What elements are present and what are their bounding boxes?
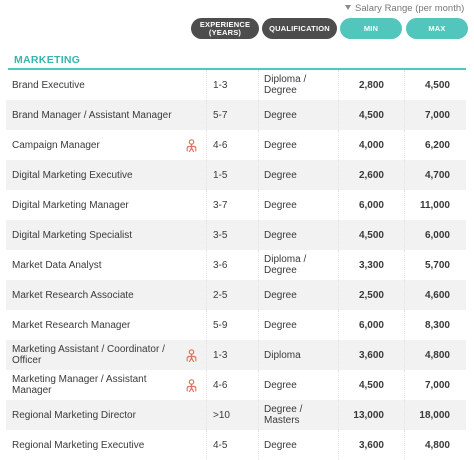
role-name: Marketing Assistant / Coordinator / Officer <box>12 344 165 366</box>
column-divider <box>206 400 207 430</box>
table-row <box>6 430 466 460</box>
triangle-down-icon <box>345 5 351 10</box>
column-divider <box>404 100 405 130</box>
experience-years: 5-7 <box>213 109 228 121</box>
icon-slot <box>184 310 198 340</box>
column-divider <box>338 100 339 130</box>
min-salary: 2,500 <box>358 289 384 301</box>
experience-header[interactable]: EXPERIENCE (YEARS) <box>191 18 259 39</box>
column-divider <box>258 400 259 430</box>
icon-slot <box>184 250 198 280</box>
table-row <box>6 220 466 250</box>
qualification: Diploma / Degree <box>264 254 307 276</box>
experience-years: >10 <box>213 409 230 421</box>
experience-years: 3-5 <box>213 229 228 241</box>
experience-years: 1-3 <box>213 79 228 91</box>
column-divider <box>206 100 207 130</box>
experience-years: 4-6 <box>213 139 228 151</box>
min-salary-header[interactable]: MIN <box>340 18 402 39</box>
column-divider <box>338 400 339 430</box>
column-divider <box>404 70 405 100</box>
column-divider <box>206 340 207 370</box>
qualification: Degree <box>264 319 297 331</box>
icon-slot <box>184 220 198 250</box>
table-row <box>6 400 466 430</box>
min-salary: 6,000 <box>358 319 384 331</box>
column-divider <box>338 190 339 220</box>
column-divider <box>404 340 405 370</box>
role-name: Digital Marketing Executive <box>12 169 133 181</box>
role-name: Market Data Analyst <box>12 259 102 271</box>
column-divider <box>258 340 259 370</box>
role-name: Brand Manager / Assistant Manager <box>12 109 172 121</box>
qualification: Degree <box>264 439 297 451</box>
column-divider <box>206 280 207 310</box>
person-icon <box>186 349 197 362</box>
column-divider <box>258 160 259 190</box>
column-divider <box>206 250 207 280</box>
min-salary: 4,500 <box>358 229 384 241</box>
column-divider <box>258 370 259 400</box>
max-salary: 5,700 <box>424 259 450 271</box>
experience-years: 4-5 <box>213 439 228 451</box>
icon-slot <box>184 400 198 430</box>
qualification: Degree <box>264 289 297 301</box>
salary-table <box>6 70 466 460</box>
qualification: Degree <box>264 379 297 391</box>
experience-years: 2-5 <box>213 289 228 301</box>
experience-years: 3-6 <box>213 259 228 271</box>
icon-slot <box>184 280 198 310</box>
experience-years: 5-9 <box>213 319 228 331</box>
max-salary: 7,000 <box>424 379 450 391</box>
column-divider <box>258 250 259 280</box>
column-divider <box>206 190 207 220</box>
role-name: Regional Marketing Director <box>12 409 136 421</box>
column-divider <box>404 370 405 400</box>
min-salary: 3,600 <box>358 439 384 451</box>
table-row <box>6 310 466 340</box>
column-divider <box>404 190 405 220</box>
qualification: Diploma <box>264 349 301 361</box>
icon-slot <box>184 430 198 460</box>
experience-years: 4-6 <box>213 379 228 391</box>
table-row <box>6 280 466 310</box>
max-salary-header[interactable]: MAX <box>406 18 468 39</box>
table-row <box>6 340 466 370</box>
role-name: Digital Marketing Manager <box>12 199 129 211</box>
column-divider <box>206 130 207 160</box>
column-divider <box>338 220 339 250</box>
max-salary: 6,000 <box>424 229 450 241</box>
role-name: Market Research Manager <box>12 319 131 331</box>
table-row <box>6 370 466 400</box>
icon-slot <box>184 190 198 220</box>
column-divider <box>404 430 405 460</box>
column-divider <box>258 220 259 250</box>
table-row <box>6 190 466 220</box>
column-divider <box>258 70 259 100</box>
min-salary: 4,000 <box>358 139 384 151</box>
qualification-header[interactable]: QUALIFICATION <box>262 18 337 39</box>
table-row <box>6 250 466 280</box>
max-salary: 4,500 <box>424 79 450 91</box>
column-divider <box>404 310 405 340</box>
icon-slot <box>184 70 198 100</box>
role-name: Campaign Manager <box>12 139 100 151</box>
max-salary: 4,800 <box>424 349 450 361</box>
column-divider <box>338 250 339 280</box>
experience-years: 1-5 <box>213 169 228 181</box>
salary-range-label: Salary Range (per month) <box>355 3 465 14</box>
min-salary: 4,500 <box>358 379 384 391</box>
min-salary: 3,600 <box>358 349 384 361</box>
min-salary: 6,000 <box>358 199 384 211</box>
role-name: Regional Marketing Executive <box>12 439 145 451</box>
column-divider <box>404 220 405 250</box>
role-name: Digital Marketing Specialist <box>12 229 133 241</box>
max-salary: 8,300 <box>424 319 450 331</box>
column-divider <box>404 130 405 160</box>
column-divider <box>404 250 405 280</box>
column-divider <box>206 310 207 340</box>
column-divider <box>338 280 339 310</box>
column-divider <box>206 430 207 460</box>
experience-years: 1-3 <box>213 349 228 361</box>
column-divider <box>258 130 259 160</box>
qualification: Diploma / Degree <box>264 74 307 96</box>
column-divider <box>338 160 339 190</box>
section-title: MARKETING <box>14 54 81 66</box>
column-divider <box>206 160 207 190</box>
max-salary: 18,000 <box>419 409 450 421</box>
role-name: Marketing Manager / Assistant Manager <box>12 374 147 396</box>
qualification: Degree <box>264 199 297 211</box>
salary-range-note <box>345 3 470 14</box>
column-divider <box>338 430 339 460</box>
column-divider <box>206 370 207 400</box>
qualification: Degree <box>264 109 297 121</box>
qualification: Degree / Masters <box>264 404 303 426</box>
icon-slot <box>184 100 198 130</box>
table-row <box>6 130 466 160</box>
icon-slot <box>184 160 198 190</box>
table-row <box>6 100 466 130</box>
column-divider <box>258 190 259 220</box>
experience-years: 3-7 <box>213 199 228 211</box>
column-divider <box>338 130 339 160</box>
column-divider <box>258 280 259 310</box>
column-divider <box>258 100 259 130</box>
min-salary: 4,500 <box>358 109 384 121</box>
max-salary: 4,800 <box>424 439 450 451</box>
table-row <box>6 70 466 100</box>
min-salary: 2,800 <box>358 79 384 91</box>
min-salary: 2,600 <box>358 169 384 181</box>
min-salary: 13,000 <box>353 409 384 421</box>
max-salary: 11,000 <box>419 199 450 211</box>
person-icon <box>186 139 197 152</box>
column-divider <box>338 370 339 400</box>
qualification: Degree <box>264 139 297 151</box>
column-divider <box>338 340 339 370</box>
column-divider <box>404 400 405 430</box>
qualification: Degree <box>264 229 297 241</box>
column-divider <box>404 280 405 310</box>
column-divider <box>206 220 207 250</box>
max-salary: 7,000 <box>424 109 450 121</box>
person-icon <box>186 379 197 392</box>
max-salary: 4,700 <box>424 169 450 181</box>
role-name: Market Research Associate <box>12 289 134 301</box>
column-divider <box>258 310 259 340</box>
role-name: Brand Executive <box>12 79 85 91</box>
max-salary: 6,200 <box>424 139 450 151</box>
icon-slot <box>184 130 198 160</box>
table-row <box>6 160 466 190</box>
icon-slot <box>184 340 198 370</box>
column-divider <box>338 310 339 340</box>
column-divider <box>206 70 207 100</box>
column-divider <box>258 430 259 460</box>
column-divider <box>338 70 339 100</box>
min-salary: 3,300 <box>358 259 384 271</box>
icon-slot <box>184 370 198 400</box>
column-divider <box>404 160 405 190</box>
qualification: Degree <box>264 169 297 181</box>
max-salary: 4,600 <box>424 289 450 301</box>
